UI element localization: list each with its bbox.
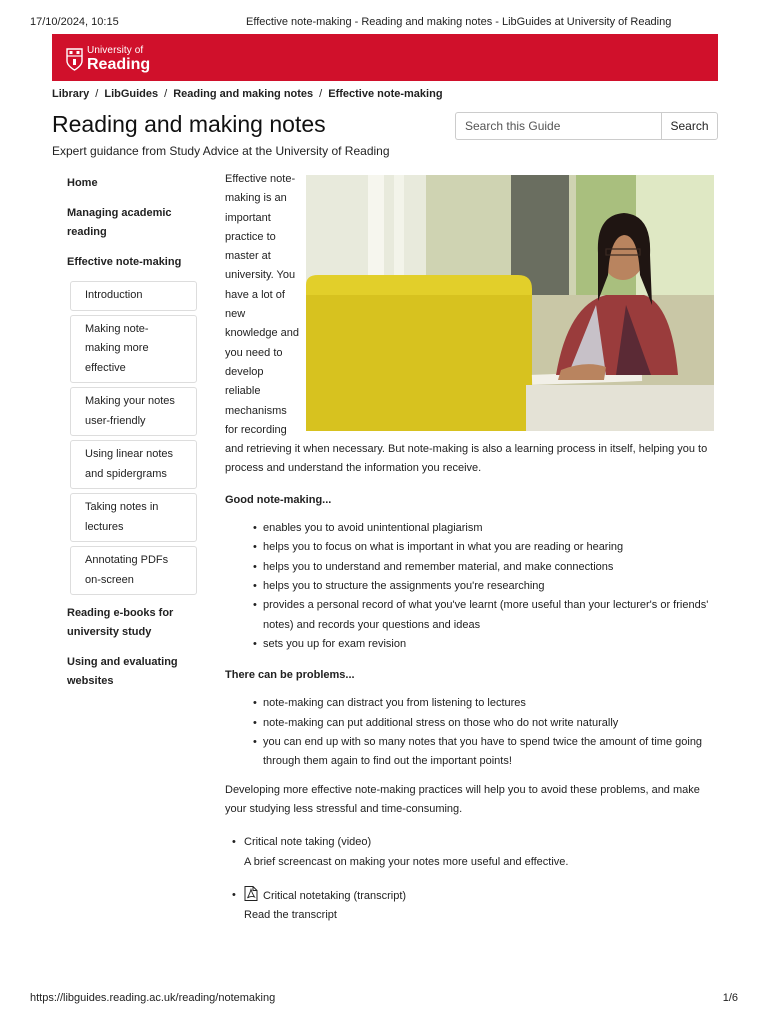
list-item: • helps you to structure the assignments you're researching (263, 577, 719, 596)
conclusion-paragraph: Developing more effective note-making practices will help you to avoid these problems, and make your studying less stressful and time-consuming. (225, 783, 700, 815)
header-banner (52, 34, 718, 81)
breadcrumb-library[interactable]: Library (52, 88, 90, 100)
resource-transcript-link[interactable]: Critical notetaking (transcript) (263, 889, 407, 902)
breadcrumb-libguides[interactable]: LibGuides (104, 88, 159, 100)
sidebar-subitem-user-friendly[interactable]: Making your notes user-friendly (70, 387, 197, 436)
sidebar-item-ebooks[interactable]: Reading e-books for university study (67, 607, 174, 638)
page-number: 1/6 (722, 992, 738, 1004)
intro-paragraph: Effective note-making is an important practice to master at university. You have a lot of new knowledge and you need to develop reliable mechanisms for recording and retrieving it when necessary. But note-making is also a learning process in itself, helping you to process and understand the information you receive. (225, 173, 708, 475)
sidebar-subitem-lectures[interactable]: Taking notes in lectures (70, 493, 197, 542)
good-note-making-list (225, 519, 719, 654)
page-subtitle: Expert guidance from Study Advice at the University of Reading (52, 144, 390, 158)
shield-icon (66, 48, 83, 71)
list-item: • note-making can put additional stress on those who do not write naturally (263, 714, 719, 733)
breadcrumb-guide[interactable]: Reading and making notes (173, 88, 314, 100)
breadcrumb-separator: / (164, 88, 168, 100)
resource-item (244, 886, 719, 926)
list-item: • helps you to understand and remember material, and make connections (263, 558, 719, 577)
student-photo (306, 175, 714, 431)
sidebar-item-home[interactable]: Home (67, 177, 98, 189)
list-item: • note-making can distract you from listening to lectures (263, 694, 719, 713)
resources-list (225, 833, 719, 925)
sidebar-item-websites[interactable]: Using and evaluating websites (67, 656, 178, 687)
resource-description: Read the transcript (244, 909, 337, 922)
list-item: • enables you to avoid unintentional plagiarism (263, 519, 719, 538)
sidebar-subitem-more-effective[interactable]: Making note-making more effective (70, 315, 197, 384)
breadcrumb-separator: / (319, 88, 323, 100)
print-header (30, 16, 738, 30)
print-footer (30, 992, 738, 1006)
resource-item (244, 833, 719, 872)
list-item: • provides a personal record of what you've learnt (more useful than your lecturer's or friends' notes) and records your questions and ideas (263, 596, 719, 635)
sidebar-subitem-annotating-pdfs[interactable]: Annotating PDFs on-screen (70, 546, 197, 595)
good-note-making-heading: Good note-making... (225, 493, 332, 506)
search-button[interactable]: Search (661, 112, 718, 140)
sidebar-subitem-linear-notes[interactable]: Using linear notes and spidergrams (70, 440, 197, 489)
sidebar-nav (67, 174, 199, 691)
breadcrumb (52, 88, 443, 100)
list-item: • helps you to focus on what is important in what you are reading or hearing (263, 538, 719, 557)
print-title: Effective note-making - Reading and making notes - LibGuides at University of Reading (246, 16, 672, 28)
pdf-icon (244, 886, 258, 901)
logo-big-text: Reading (87, 55, 151, 73)
print-url: https://libguides.reading.ac.uk/reading/notemaking (30, 992, 276, 1004)
university-logo[interactable] (66, 45, 150, 73)
list-item: • sets you up for exam revision (263, 635, 719, 654)
sidebar-subitem-introduction[interactable]: Introduction (70, 281, 197, 311)
sidebar-item-managing-reading[interactable]: Managing academic reading (67, 207, 172, 238)
resource-video-link[interactable]: Critical note taking (video) (244, 836, 372, 849)
search-form (455, 112, 718, 140)
print-date: 17/10/2024, 10:15 (30, 16, 119, 28)
main-content (225, 170, 719, 939)
breadcrumb-separator: / (95, 88, 99, 100)
problems-heading: There can be problems... (225, 669, 355, 682)
page-title: Reading and making notes (52, 111, 326, 137)
logo-small-text: University of (87, 44, 144, 56)
sidebar-item-effective-note-making[interactable]: Effective note-making (67, 256, 182, 268)
resource-description: A brief screencast on making your notes more useful and effective. (244, 855, 569, 868)
search-input[interactable] (455, 112, 661, 140)
hero-image (306, 175, 714, 431)
problems-list (225, 694, 719, 771)
breadcrumb-current: Effective note-making (328, 88, 443, 100)
list-item: • you can end up with so many notes that you have to spend twice the amount of time going through them again to find out the important points! (263, 733, 719, 772)
